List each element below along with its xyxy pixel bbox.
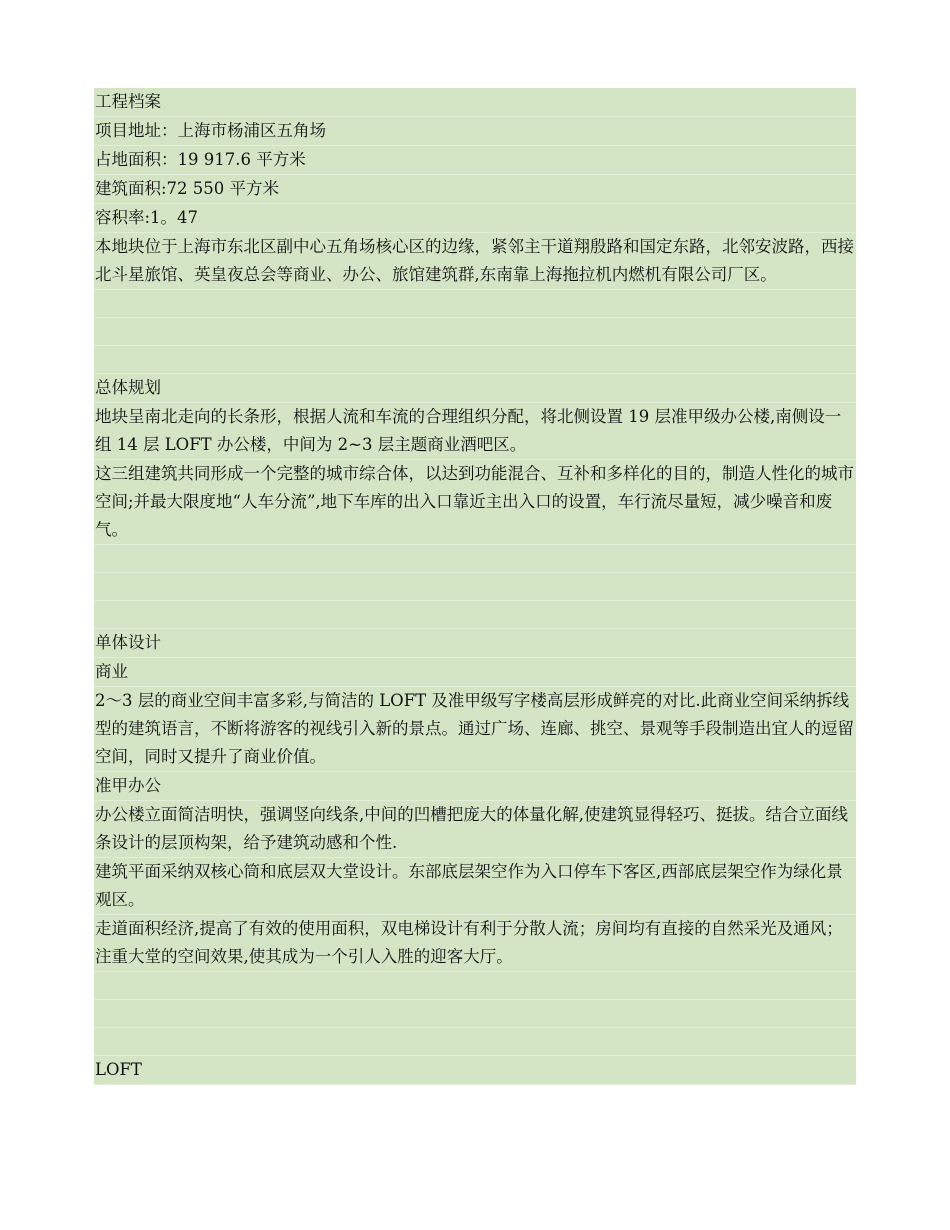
subheading-commercial: 商业 xyxy=(94,658,856,687)
heading-master-plan: 总体规划 xyxy=(94,374,856,403)
empty-row xyxy=(94,972,856,1000)
office-paragraph-3: 走道面积经济,提高了有效的使用面积，双电梯设计有利于分散人流；房间均有直接的自然采光及通风；注重大堂的空间效果,使其成为一个引人入胜的迎客大厅。 xyxy=(94,915,856,972)
subheading-loft: LOFT xyxy=(94,1056,856,1085)
building-area: 建筑面积:72 550 平方米 xyxy=(94,175,856,204)
empty-row xyxy=(94,545,856,573)
empty-row xyxy=(94,346,856,374)
subheading-office: 准甲办公 xyxy=(94,772,856,801)
site-description: 本地块位于上海市东北区副中心五角场核心区的边缘，紧邻主干道翔殷路和国定东路，北邻安波路，西接北斗星旅馆、英皇夜总会等商业、办公、旅馆建筑群,东南靠上海拖拉机内燃机有限公司厂区。 xyxy=(94,233,856,290)
master-plan-paragraph-1: 地块呈南北走向的长条形，根据人流和车流的合理组织分配，将北侧设置 19 层准甲级办公楼,南侧设一组 14 层 LOFT 办公楼，中间为 2~3 层主题商业酒吧区。 xyxy=(94,403,856,460)
heading-project-archive: 工程档案 xyxy=(94,88,856,117)
empty-row xyxy=(94,290,856,318)
office-paragraph-1: 办公楼立面简洁明快，强调竖向线条,中间的凹槽把庞大的体量化解,使建筑显得轻巧、挺拔。结合立面线条设计的层顶构架，给予建筑动感和个性. xyxy=(94,801,856,858)
empty-row xyxy=(94,318,856,346)
plot-ratio: 容积率:1。47 xyxy=(94,204,856,233)
empty-row xyxy=(94,1028,856,1056)
empty-row xyxy=(94,1000,856,1028)
document-sheet xyxy=(94,88,856,1085)
commercial-paragraph: 2～3 层的商业空间丰富多彩,与简洁的 LOFT 及准甲级写字楼高层形成鲜亮的对比.此商业空间采纳拆线型的建筑语言，不断将游客的视线引入新的景点。通过广场、连廊、挑空、景观等手段制造出宜人的逗留空间，同时又提升了商业价值。 xyxy=(94,687,856,772)
master-plan-paragraph-2: 这三组建筑共同形成一个完整的城市综合体，以达到功能混合、互补和多样化的目的，制造人性化的城市空间;并最大限度地“人车分流”,地下车库的出入口靠近主出入口的设置，车行流尽量短，减少噪音和废气。 xyxy=(94,460,856,545)
office-paragraph-2: 建筑平面采纳双核心筒和底层双大堂设计。东部底层架空作为入口停车下客区,西部底层架空作为绿化景观区。 xyxy=(94,858,856,915)
empty-row xyxy=(94,601,856,629)
heading-building-design: 单体设计 xyxy=(94,629,856,658)
site-area: 占地面积：19 917.6 平方米 xyxy=(94,146,856,175)
project-address: 项目地址：上海市杨浦区五角场 xyxy=(94,117,856,146)
empty-row xyxy=(94,573,856,601)
